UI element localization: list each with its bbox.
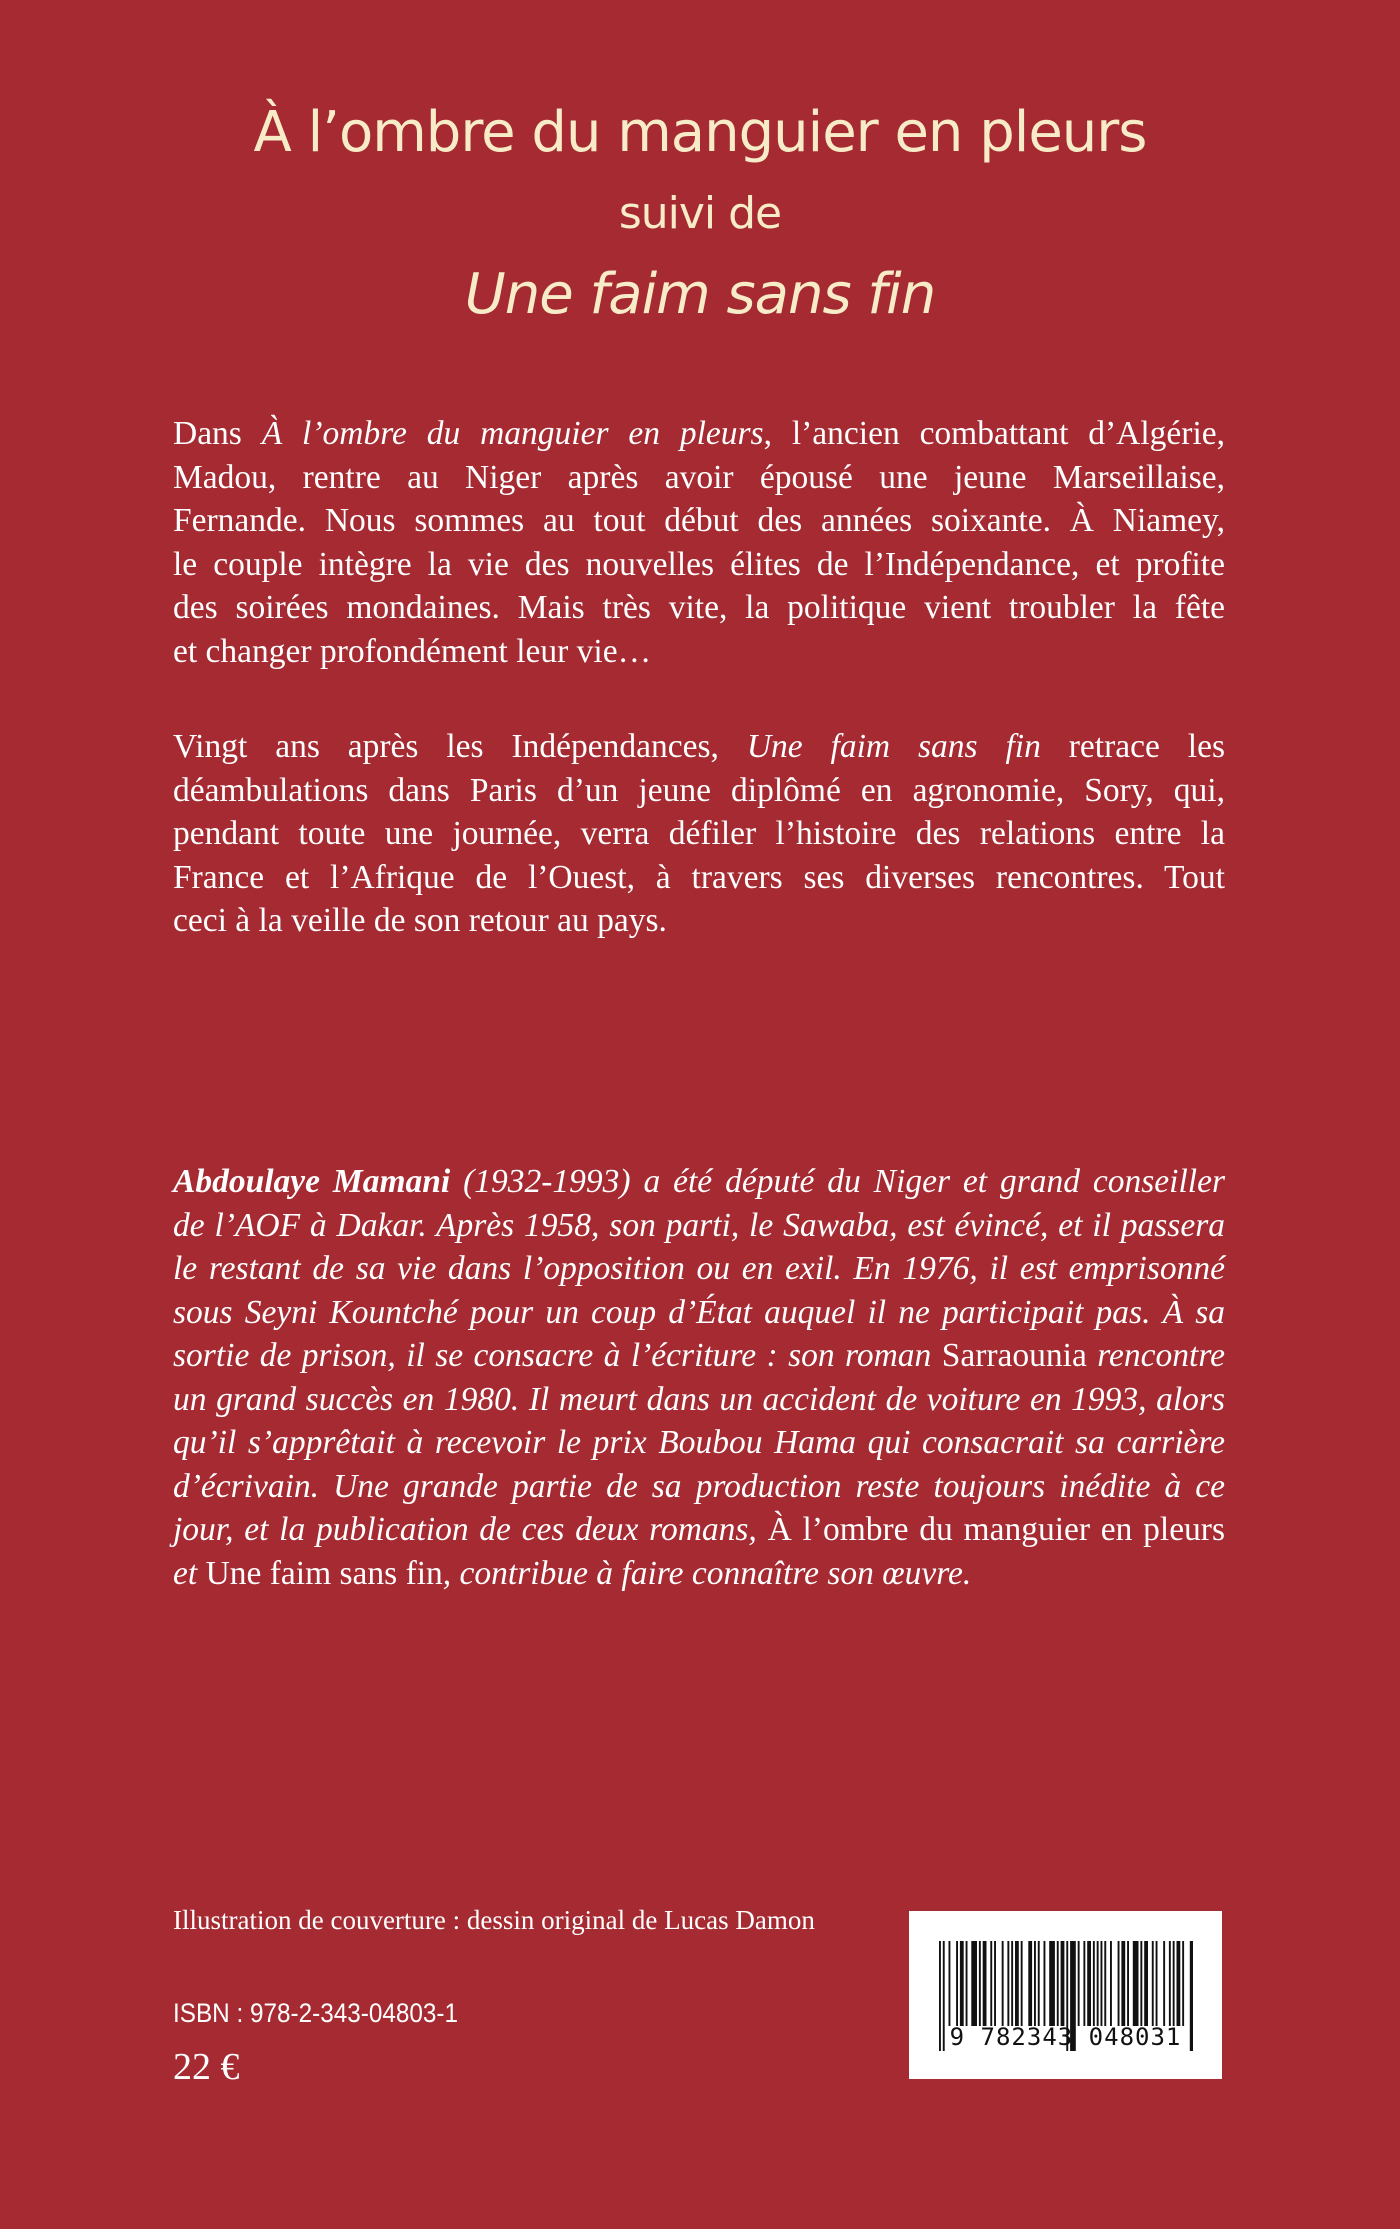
isbn: ISBN : 978-2-343-04803-1 xyxy=(173,1998,459,2028)
title-second: Une faim sans fin xyxy=(464,262,936,327)
author-bio-paragraph xyxy=(173,1160,1225,1595)
barcode-bar xyxy=(1169,1941,1171,2026)
text-segment: Fernande. Nous sommes au tout début des années soixante. À Niamey, xyxy=(173,502,1225,539)
barcode-bar xyxy=(1173,1941,1175,2026)
text-line xyxy=(173,1508,1225,1552)
text-segment: France et l’Afrique de l’Ouest, à travers ses diverses rencontres. Tout xyxy=(173,858,1225,896)
text-segment: Abdoulaye Mamani xyxy=(173,1163,451,1200)
barcode-bar xyxy=(1021,1941,1023,2026)
blurb-paragraph-1 xyxy=(173,412,1225,673)
text-line xyxy=(173,412,1225,456)
title-connector: suivi de xyxy=(618,188,782,239)
text-line xyxy=(173,1160,1225,1204)
barcode-bar xyxy=(1057,1941,1059,2026)
barcode-bar xyxy=(990,1941,992,2026)
text-line xyxy=(173,1465,1225,1509)
text-line xyxy=(173,856,1225,900)
text-segment: et changer profondément leur vie… xyxy=(173,632,652,670)
text-segment: jour, et la publication de ces deux romans, xyxy=(173,1511,768,1548)
text-line xyxy=(173,1378,1225,1422)
text-segment: , l’ancien combattant d’Algérie, xyxy=(763,415,1225,452)
barcode-bar xyxy=(1087,1941,1091,2026)
barcode-bar xyxy=(1083,1941,1085,2026)
barcode-bar xyxy=(1140,1941,1142,2026)
barcode-bar xyxy=(1110,1941,1112,2026)
barcode-bar xyxy=(983,1941,987,2026)
text-segment: , contribue à faire connaître son œuvre. xyxy=(442,1554,972,1592)
text-segment: ceci à la veille de son retour au pays. xyxy=(173,902,667,939)
text-segment: déambulations dans Paris d’un jeune diplômé en agronomie, Sory, qui, xyxy=(173,771,1225,809)
barcode xyxy=(909,1911,1222,2079)
barcode-bar xyxy=(1101,1941,1103,2026)
text-segment: Dans xyxy=(173,415,262,452)
text-segment: Une faim sans fin xyxy=(746,728,1041,765)
barcode-bar xyxy=(1097,1941,1099,2026)
barcode-bar xyxy=(971,1941,977,2026)
text-line xyxy=(173,630,1225,674)
barcode-bar xyxy=(956,1941,958,2026)
text-segment: de l’AOF à Dakar. Après 1958, son parti, le Sawaba, est évincé, et il passera xyxy=(173,1206,1225,1244)
barcode-bar xyxy=(1118,1941,1120,2026)
text-line xyxy=(173,1552,1225,1596)
barcode-bar xyxy=(1104,1941,1106,2026)
barcode-bar xyxy=(1061,1941,1065,2026)
barcode-bar xyxy=(994,1941,996,2026)
text-segment: À l’ombre du manguier en pleurs xyxy=(261,415,764,452)
text-segment: des soirées mondaines. Mais très vite, la politique vient troubler la fête xyxy=(173,589,1225,626)
barcode-bar xyxy=(1144,1941,1148,2026)
barcode-bar xyxy=(1182,1941,1184,2026)
text-segment: Sarraounia xyxy=(941,1337,1087,1374)
barcode-bar xyxy=(1015,1941,1019,2026)
text-segment: Une faim sans fin xyxy=(205,1554,443,1592)
illustration-credit: Illustration de couverture : dessin original de Lucas Damon xyxy=(173,1905,815,1935)
text-line xyxy=(173,456,1225,500)
text-line xyxy=(173,586,1225,630)
text-line xyxy=(173,1421,1225,1465)
text-segment: (1932-1993) a été député du Niger et grand conseiller xyxy=(450,1163,1225,1200)
barcode-bar xyxy=(1163,1941,1165,2026)
barcode-bar xyxy=(960,1941,964,2026)
text-segment: retrace les xyxy=(1040,728,1225,765)
barcode-bar xyxy=(1034,1941,1036,2026)
text-segment: et xyxy=(173,1554,206,1592)
text-line xyxy=(173,725,1225,769)
barcode-bar xyxy=(979,1941,981,2026)
barcode-bar xyxy=(1121,1941,1125,2026)
barcode-bar xyxy=(1177,1941,1181,2026)
text-line xyxy=(173,499,1225,543)
text-segment: sortie de prison, il se consacre à l’écriture : son roman xyxy=(173,1337,942,1374)
barcode-bar xyxy=(1002,1941,1004,2026)
text-segment: rencontre xyxy=(1086,1337,1225,1374)
barcode-bar xyxy=(1093,1941,1095,2026)
text-line xyxy=(173,812,1225,856)
text-segment: sous Seyni Kountché pour un coup d’État auquel il ne participait pas. À sa xyxy=(173,1293,1225,1331)
barcode-bar xyxy=(1127,1941,1129,2026)
text-line xyxy=(173,1334,1225,1378)
text-segment: Vingt ans après les Indépendances, xyxy=(173,728,747,765)
text-line xyxy=(173,1247,1225,1291)
barcode-bar xyxy=(1156,1941,1158,2026)
barcode-digits: 9 782343 048031 xyxy=(949,2023,1182,2051)
barcode-bar xyxy=(1007,1941,1009,2026)
text-segment: d’écrivain. Une grande partie de sa production reste toujours inédite à ce xyxy=(173,1467,1225,1505)
barcode-bar xyxy=(1038,1941,1040,2026)
barcode-bar xyxy=(966,1941,968,2026)
text-segment: Madou, rentre au Niger après avoir épousé une jeune Marseillaise, xyxy=(173,458,1225,496)
text-segment: le restant de sa vie dans l’opposition ou en exil. En 1976, il est emprisonné xyxy=(173,1250,1225,1287)
barcode-bar xyxy=(1133,1941,1139,2026)
barcode-bar xyxy=(1049,1941,1055,2026)
barcode-bar xyxy=(1078,1941,1080,2026)
text-segment: pendant toute une journée, verra défiler l’histoire des relations entre la xyxy=(173,815,1225,852)
text-segment: À l’ombre du manguier en pleurs xyxy=(767,1511,1226,1548)
text-line xyxy=(173,1291,1225,1335)
barcode-bar xyxy=(1044,1941,1046,2026)
text-segment: le couple intègre la vie des nouvelles élites de l’Indépendance, et profite xyxy=(173,545,1225,583)
text-line xyxy=(173,1204,1225,1248)
barcode-bar xyxy=(1011,1941,1013,2026)
blurb-paragraph-2 xyxy=(173,725,1225,943)
text-segment: un grand succès en 1980. Il meurt dans un accident de voiture en 1993, alors xyxy=(173,1380,1225,1418)
text-line xyxy=(173,543,1225,587)
barcode-bar xyxy=(1028,1941,1032,2026)
barcode-bar xyxy=(949,1941,951,2026)
text-line xyxy=(173,769,1225,813)
text-line xyxy=(173,899,1225,943)
price: 22 € xyxy=(173,2046,240,2088)
barcode-bar xyxy=(1152,1941,1154,2026)
title-main: À l’ombre du manguier en pleurs xyxy=(253,100,1147,165)
text-segment: qu’il s’apprêtait à recevoir le prix Boubou Hama qui consacrait sa carrière xyxy=(173,1424,1225,1461)
